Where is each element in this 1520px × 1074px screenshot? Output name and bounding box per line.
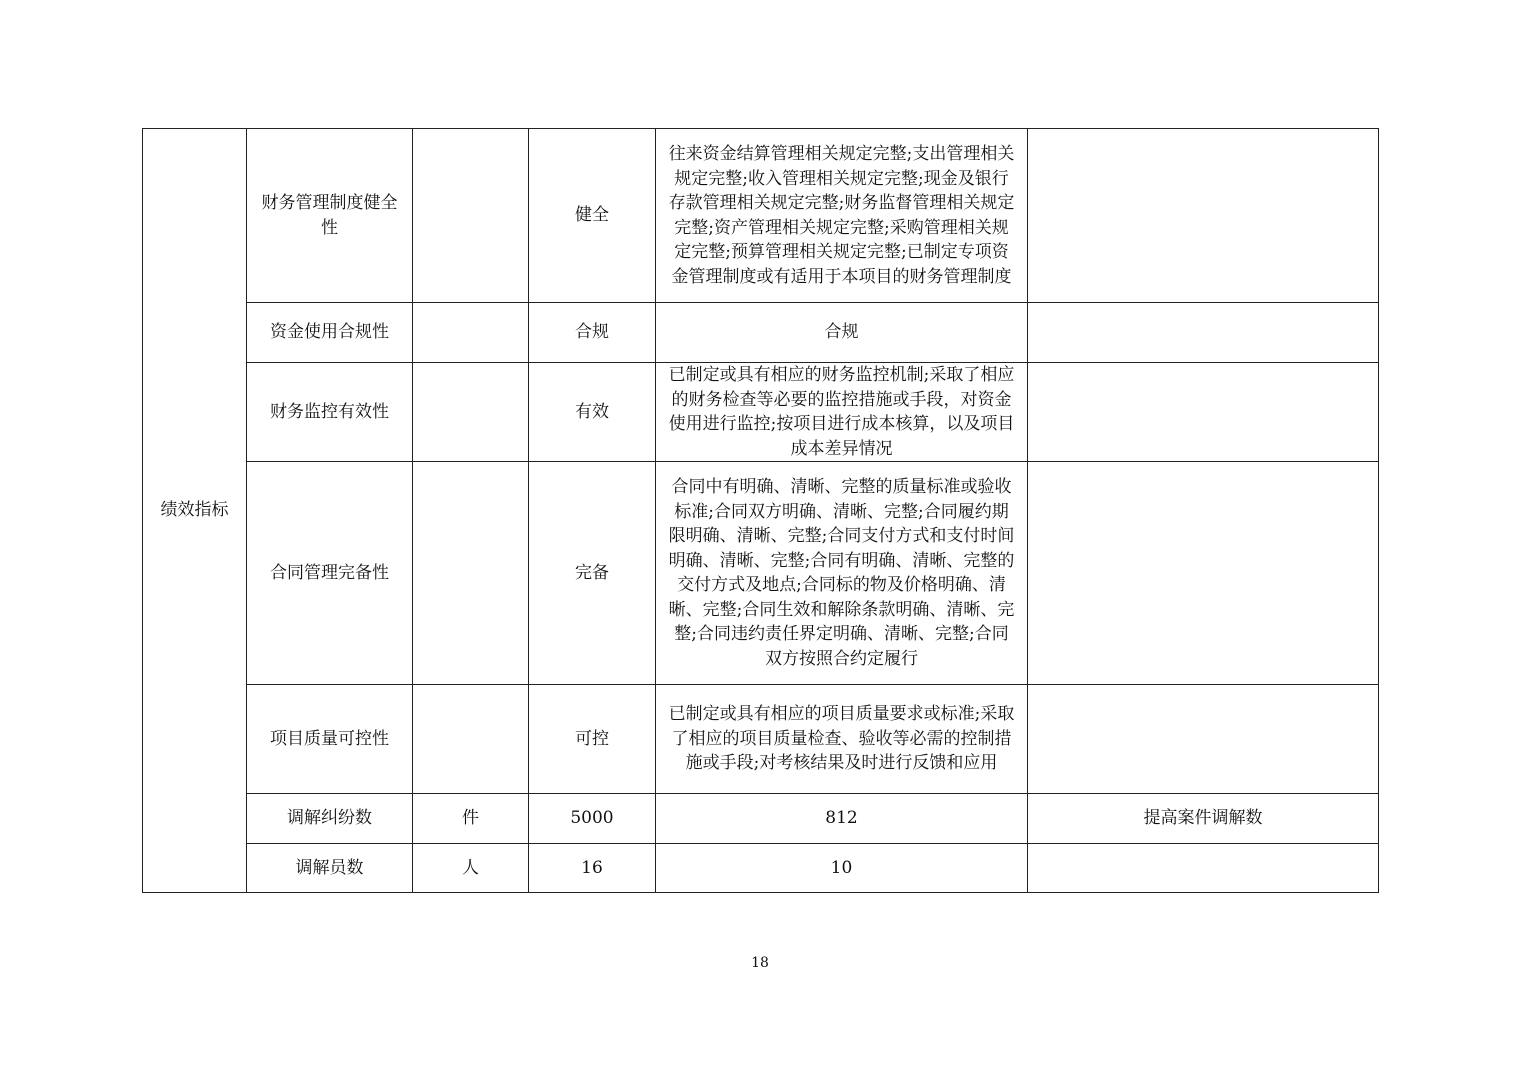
actual-cell: 已制定或具有相应的财务监控机制;采取了相应的财务检查等必要的监控措施或手段，对资金使用进行监控;按项目进行成本核算，以及项目成本差异情况 [656, 363, 1028, 462]
target-cell: 健全 [529, 129, 656, 303]
table-row [143, 303, 1379, 363]
unit-cell [413, 462, 529, 685]
target-cell: 可控 [529, 685, 656, 794]
target-cell: 16 [529, 844, 656, 893]
indicator-cell: 财务管理制度健全性 [247, 129, 413, 303]
actual-cell: 812 [656, 794, 1028, 844]
table-row [143, 844, 1379, 893]
table-row [143, 685, 1379, 794]
performance-indicator-table [142, 128, 1379, 893]
indicator-cell: 调解员数 [247, 844, 413, 893]
indicator-cell: 合同管理完备性 [247, 462, 413, 685]
remark-cell [1028, 462, 1379, 685]
table-row [143, 129, 1379, 303]
table-row [143, 462, 1379, 685]
target-cell: 合规 [529, 303, 656, 363]
remark-cell [1028, 685, 1379, 794]
unit-cell [413, 303, 529, 363]
remark-cell [1028, 129, 1379, 303]
actual-cell: 往来资金结算管理相关规定完整;支出管理相关规定完整;收入管理相关规定完整;现金及银行存款管理相关规定完整;财务监督管理相关规定完整;资产管理相关规定完整;采购管理相关规定完整;预算管理相关规定完整;已制定专项资金管理制度或有适用于本项目的财务管理制度 [656, 129, 1028, 303]
indicator-cell: 项目质量可控性 [247, 685, 413, 794]
unit-cell [413, 129, 529, 303]
target-cell: 有效 [529, 363, 656, 462]
unit-cell [413, 363, 529, 462]
remark-cell [1028, 363, 1379, 462]
table-row [143, 363, 1379, 462]
unit-cell: 人 [413, 844, 529, 893]
actual-cell: 10 [656, 844, 1028, 893]
actual-cell: 合同中有明确、清晰、完整的质量标准或验收标准;合同双方明确、清晰、完整;合同履约期限明确、清晰、完整;合同支付方式和支付时间明确、清晰、完整;合同有明确、清晰、完整的交付方式及地点;合同标的物及价格明确、清晰、完整;合同生效和解除条款明确、清晰、完整;合同违约责任界定明确、清晰、完整;合同双方按照合约定履行 [656, 462, 1028, 685]
remark-cell: 提高案件调解数 [1028, 794, 1379, 844]
remark-cell [1028, 844, 1379, 893]
indicator-cell: 财务监控有效性 [247, 363, 413, 462]
indicator-cell: 资金使用合规性 [247, 303, 413, 363]
unit-cell: 件 [413, 794, 529, 844]
target-cell: 完备 [529, 462, 656, 685]
remark-cell [1028, 303, 1379, 363]
unit-cell [413, 685, 529, 794]
actual-cell: 已制定或具有相应的项目质量要求或标准;采取了相应的项目质量检查、验收等必需的控制措施或手段;对考核结果及时进行反馈和应用 [656, 685, 1028, 794]
target-cell: 5000 [529, 794, 656, 844]
table-row [143, 794, 1379, 844]
category-cell: 绩效指标 [143, 129, 247, 893]
indicator-cell: 调解纠纷数 [247, 794, 413, 844]
actual-cell: 合规 [656, 303, 1028, 363]
page-number: 18 [751, 955, 769, 971]
